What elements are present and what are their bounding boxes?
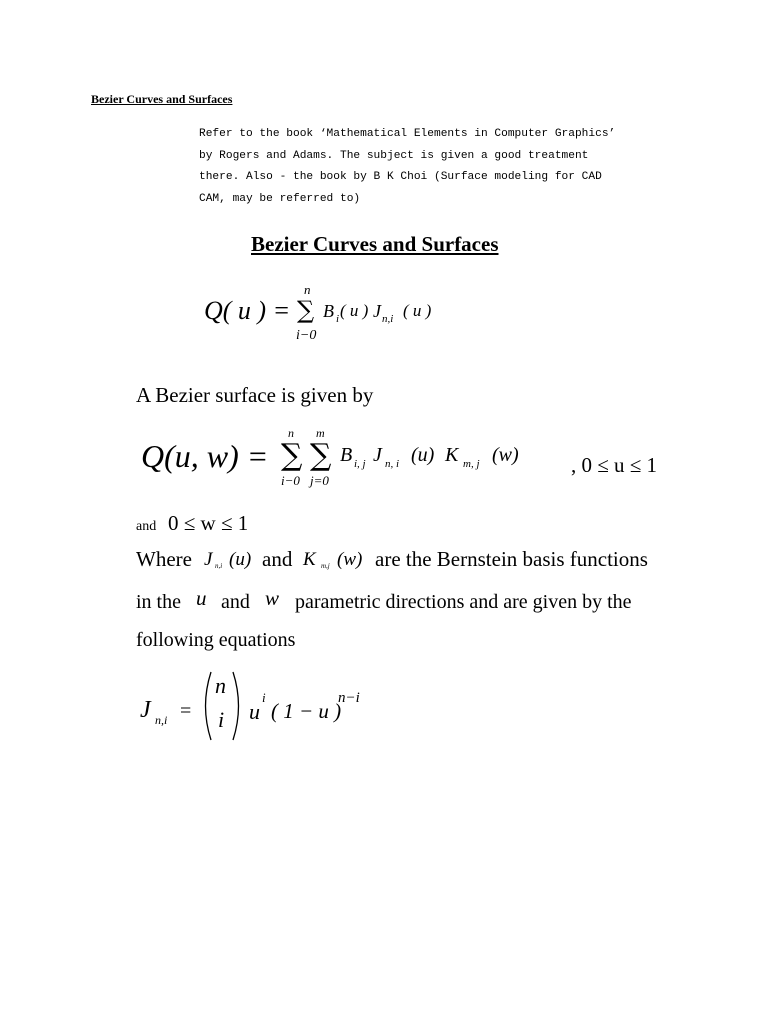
eq2-K: K <box>445 444 459 466</box>
surface-intro: A Bezier surface is given by <box>136 383 374 407</box>
where-word: Where <box>136 547 192 571</box>
var-u: u <box>196 586 207 610</box>
main-title: Bezier Curves and Surfaces <box>251 232 499 256</box>
eq1-lower-limit: i−0 <box>296 328 317 343</box>
eq1-B: B <box>323 301 334 321</box>
eq1-J-sub: n,i <box>382 313 394 325</box>
reference-note <box>199 124 615 210</box>
var-w: w <box>265 586 280 610</box>
binom-top: n <box>215 673 226 698</box>
eq2-J: J <box>373 444 382 466</box>
eq2-lower-limit-1: i−0 <box>281 473 300 488</box>
eq1-lhs: Q( u ) = <box>204 296 291 325</box>
para-line2-rest: parametric directions and are given by the <box>295 591 632 613</box>
para-J-sub: n,i <box>215 562 223 570</box>
eq2-K-arg: (w) <box>492 444 519 466</box>
condition-w: 0 ≤ w ≤ 1 <box>168 511 249 535</box>
eq3-J-sub: n,i <box>155 713 168 727</box>
eq2-K-sub: m, j <box>463 458 480 470</box>
para-K-arg: (w) <box>337 549 363 570</box>
eq1-J: J <box>373 301 381 321</box>
eq1-sigma: ∑ <box>297 296 315 324</box>
eq1-arg1: ( u ) <box>340 301 369 320</box>
and-word: and <box>136 519 157 534</box>
eq2-condition-u: , 0 ≤ u ≤ 1 <box>571 453 658 477</box>
binom-bottom: i <box>218 707 225 732</box>
eq3-factor-sup: n−i <box>338 690 360 706</box>
eq1-B-sub: i <box>336 313 340 325</box>
eq3-u: u <box>249 699 260 724</box>
eq1-arg2: ( u ) <box>403 301 432 320</box>
eq3-u-sup: i <box>262 690 266 705</box>
eq2-B-sub: i, j <box>354 458 366 470</box>
eq2-J-arg: (u) <box>411 444 435 466</box>
eq2-lower-limit-2: j=0 <box>310 473 329 488</box>
eq2-lhs: Q(u, w) = <box>141 438 269 474</box>
para-K: K <box>303 549 316 570</box>
eq3-factor: ( 1 − u ) <box>271 699 342 723</box>
para-J-arg: (u) <box>229 549 252 570</box>
eq2-upper-limit-2: m <box>316 426 325 440</box>
eq2-sigma-2: ∑ <box>310 438 332 473</box>
reference-line-1: Refer to the book ‘Mathematical Elements in Computer Graphics’ <box>199 128 616 140</box>
eq3-equals: = <box>180 700 192 722</box>
reference-line-4: CAM, may be referred to) <box>199 192 361 205</box>
eq1-upper-limit: n <box>304 282 311 297</box>
eq2-sigma-1: ∑ <box>281 438 303 473</box>
and-word-1: and <box>262 547 293 571</box>
para-J: J <box>204 549 213 570</box>
para-K-sub: m,j <box>321 562 330 570</box>
para-line1-rest: are the Bernstein basis functions <box>375 547 648 571</box>
eq3-J: J <box>140 697 151 723</box>
eq2-upper-limit-1: n <box>288 426 294 440</box>
reference-line-2: by Rogers and Adams. The subject is given a good treatment <box>199 149 589 162</box>
small-title: Bezier Curves and Surfaces <box>91 92 233 106</box>
paragraph-line-3: following equations <box>136 629 296 651</box>
eq2-B: B <box>340 444 353 466</box>
and-word-2: and <box>221 591 250 613</box>
reference-line-3: there. Also - the book by B K Choi (Surface modeling for CAD <box>199 171 602 183</box>
in-the-words: in the <box>136 591 181 613</box>
eq2-J-sub: n, i <box>385 458 400 470</box>
